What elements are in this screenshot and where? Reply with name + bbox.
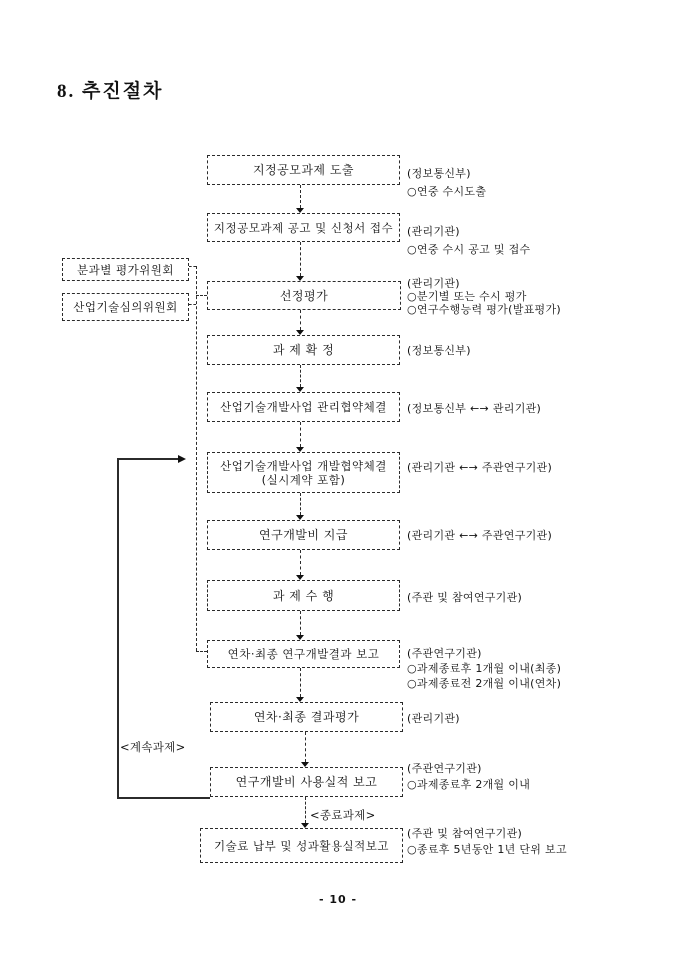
flow-step-label: 지정공모과제 도출 <box>252 163 355 177</box>
flow-connector-9 <box>300 668 301 697</box>
committee-box-deliberation <box>62 293 189 321</box>
arrow-down-icon <box>296 575 304 580</box>
page-number: - 10 - <box>318 893 358 906</box>
flow-step-box-2 <box>207 213 400 242</box>
step-annotation-1: (정보통신부) ○연중 수시도출 <box>407 167 487 198</box>
branch-to-report-box <box>196 651 207 652</box>
step-annotation-11: (주관연구기관) ○과제종료후 2개월 이내 <box>407 762 531 791</box>
arrow-down-icon <box>296 697 304 702</box>
arrow-down-icon <box>296 330 304 335</box>
step-annotation-2: (관리기관) ○연중 수시 공고 및 접수 <box>407 225 531 256</box>
step-annotation-9: (주관연구기관) ○과제종료후 1개월 이내(최종) ○과제종료전 2개월 이내(연차) <box>407 647 562 690</box>
committee-label: 분과별 평가위원회 <box>76 262 175 277</box>
arrow-right-icon <box>178 455 186 463</box>
flow-step-box-7 <box>207 520 400 550</box>
branch-line-vertical <box>196 266 197 651</box>
loop-line-vertical <box>117 458 119 799</box>
flow-step-box-4 <box>207 335 400 365</box>
committee-box-subcommittee <box>62 258 189 281</box>
arrow-down-icon <box>301 762 309 767</box>
arrow-down-icon <box>296 208 304 213</box>
flow-step-box-1 <box>207 155 400 185</box>
flow-step-label: 연차·최종 결과평가 <box>253 710 360 724</box>
flow-step-box-9 <box>207 640 400 668</box>
step-annotation-8: (주관 및 참여연구기관) <box>407 591 523 604</box>
step-annotation-4: (정보통신부) <box>407 344 471 357</box>
step-annotation-3: (관리기관) ○분기별 또는 수시 평가 ○연구수행능력 평가(발표평가) <box>407 277 561 316</box>
label-continuing-project: <계속과제> <box>120 740 186 754</box>
arrow-down-icon <box>296 276 304 281</box>
flow-step-label: 과 제 확 정 <box>272 343 335 357</box>
label-terminated-project: <종료과제> <box>310 808 376 822</box>
step-annotation-7: (관리기관 ←→ 주관연구기관) <box>407 529 553 542</box>
arrow-down-icon <box>301 823 309 828</box>
flow-step-box-10 <box>210 702 403 732</box>
flow-step-label: 지정공모과제 공고 및 신청서 접수 <box>213 220 394 235</box>
flow-step-box-12 <box>200 828 403 863</box>
flow-step-label: 산업기술개발사업 개발협약체결 <box>220 458 387 473</box>
flow-connector-6 <box>300 493 301 515</box>
flow-connector-8 <box>300 611 301 635</box>
flow-step-label: 기술료 납부 및 성과활용실적보고 <box>214 838 389 853</box>
flow-connector-1 <box>300 185 301 208</box>
page-title: 8. 추진절차 <box>57 81 164 102</box>
branch-to-selection-eval <box>196 295 207 296</box>
flow-step-box-6 <box>207 452 400 493</box>
arrow-down-icon <box>296 515 304 520</box>
flow-step-box-8 <box>207 580 400 611</box>
flow-step-label: 산업기술개발사업 관리협약체결 <box>220 400 387 414</box>
loop-line-top <box>117 458 178 460</box>
flow-connector-10 <box>305 732 306 762</box>
flow-connector-3 <box>300 310 301 330</box>
flow-step-label-line2: (실시계약 포함) <box>261 472 346 487</box>
flow-connector-4 <box>300 365 301 387</box>
flow-connector-11 <box>305 797 306 823</box>
flow-connector-7 <box>300 550 301 575</box>
flow-step-box-11 <box>210 767 403 797</box>
step-annotation-10: (관리기관) <box>407 712 460 725</box>
flow-step-label: 연차·최종 연구개발결과 보고 <box>227 647 380 661</box>
arrow-down-icon <box>296 387 304 392</box>
arrow-down-icon <box>296 635 304 640</box>
flow-connector-2 <box>300 242 301 276</box>
arrow-down-icon <box>296 447 304 452</box>
flow-step-box-3 <box>207 281 401 310</box>
flow-step-label: 연구개발비 사용실적 보고 <box>235 775 378 789</box>
flow-connector-5 <box>300 422 301 447</box>
flow-step-label: 과 제 수 행 <box>272 588 335 603</box>
step-annotation-6: (관리기관 ←→ 주관연구기관) <box>407 461 553 474</box>
step-annotation-5: (정보통신부 ←→ 관리기관) <box>407 402 542 415</box>
flow-step-label: 연구개발비 지급 <box>259 528 348 542</box>
loop-line-bottom <box>117 797 210 799</box>
committee-connector-top <box>189 266 196 267</box>
step-annotation-12: (주관 및 참여연구기관) ○종료후 5년동안 1년 단위 보고 <box>407 827 567 856</box>
committee-label: 산업기술심의위원회 <box>73 300 178 314</box>
committee-connector-bottom <box>189 304 196 305</box>
flow-step-box-5 <box>207 392 400 422</box>
flow-step-label: 선정평가 <box>279 288 329 303</box>
